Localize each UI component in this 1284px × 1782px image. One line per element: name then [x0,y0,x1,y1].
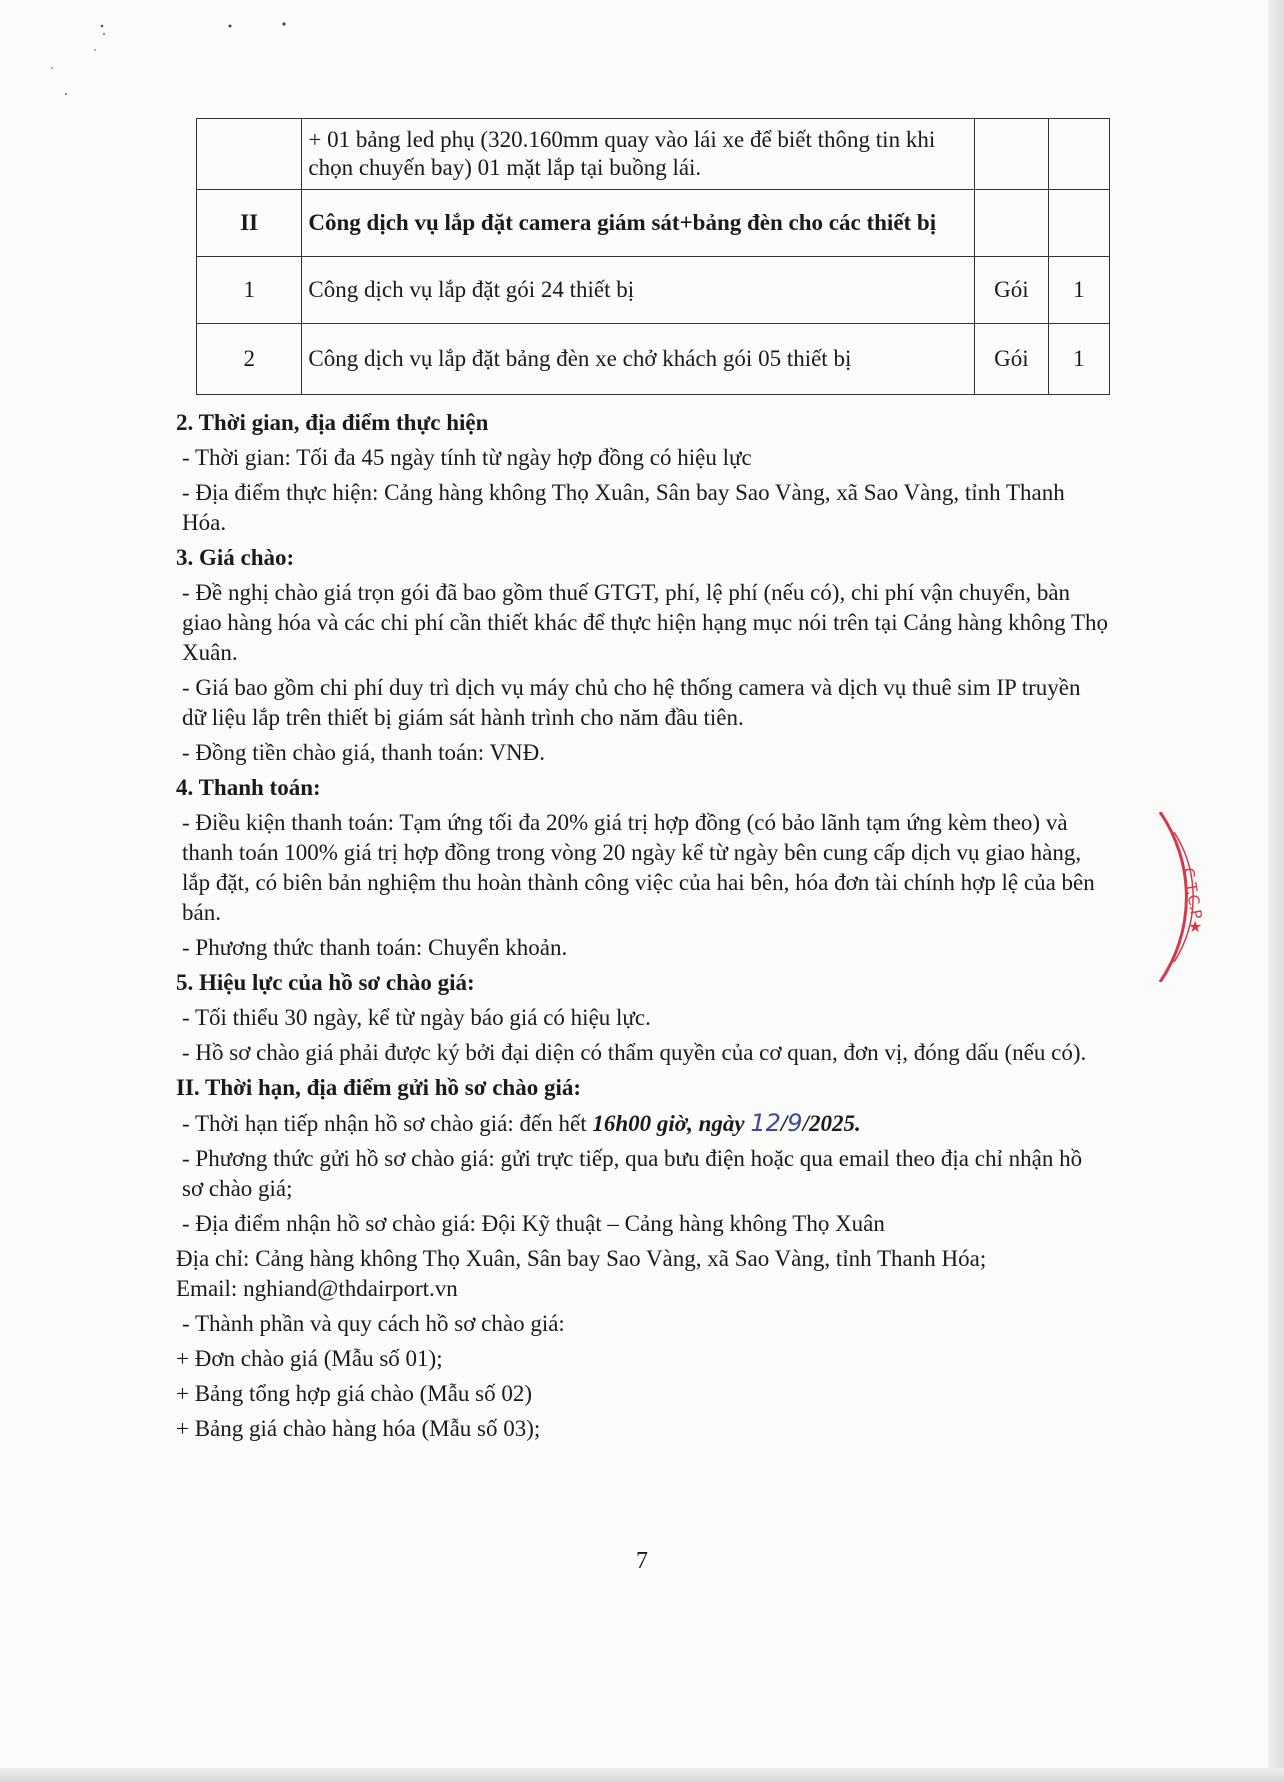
s4-p2: - Phương thức thanh toán: Chuyển khoản. [182,935,568,960]
svg-text:★: ★ [1188,917,1203,936]
cell-no: 2 [197,324,302,395]
cell-description: Công dịch vụ lắp đặt bảng đèn xe chở khách gói 05 thiết bị [302,324,975,395]
sii-form-1: + Đơn chào giá (Mẫu số 01); [176,1346,443,1371]
cell-unit [975,119,1049,190]
sii-components: - Thành phần và quy cách hồ sơ chào giá: [182,1311,565,1336]
deadline-day-handwritten: 12 [750,1109,781,1137]
section-2-heading: 2. Thời gian, địa điểm thực hiện [176,410,489,435]
cell-quantity [1048,190,1109,257]
cell-unit: Gói [975,257,1049,324]
sii-address: Địa chỉ: Cảng hàng không Thọ Xuân, Sân bay Sao Vàng, xã Sao Vàng, tỉnh Thanh Hóa; [176,1246,987,1271]
cell-no [197,119,302,190]
cell-no: 1 [197,257,302,324]
scan-specks [40,20,300,120]
red-seal-stamp [1152,812,1232,982]
table-row-section-ii [197,190,1110,257]
sii-deadline [176,1108,1108,1139]
s3-p1: - Đề nghị chào giá trọn gói đã bao gồm thuế GTGT, phí, lệ phí (nếu có), chi phí vận chuyển, bàn giao hàng hóa và các chi phí cần thiết khác để thực hiện hạng mục nói trên tại Cảng hàng không Thọ Xuân. [182,580,1109,665]
section-4-heading: 4. Thanh toán: [176,775,321,800]
document-body [176,408,1108,1449]
cell-description: Công dịch vụ lắp đặt gói 24 thiết bị [302,257,975,324]
cell-quantity [1048,119,1109,190]
scan-edge-right [1268,0,1284,1782]
sii-form-3: + Bảng giá chào hàng hóa (Mẫu số 03); [176,1416,541,1441]
deadline-time: 16h00 giờ, ngày [592,1111,745,1136]
cell-description: + 01 bảng led phụ (320.160mm quay vào lái xe để biết thông tin khi chọn chuyến bay) 01 mặt lắp tại buồng lái. [302,119,975,190]
s2-time: - Thời gian: Tối đa 45 ngày tính từ ngày hợp đồng có hiệu lực [182,445,752,470]
sii-form-2: + Bảng tổng hợp giá chào (Mẫu số 02) [176,1381,533,1406]
sii-method: - Phương thức gửi hồ sơ chào giá: gửi trực tiếp, qua bưu điện hoặc qua email theo địa chỉ nhận hồ sơ chào giá; [182,1146,1083,1201]
table-row [197,257,1110,324]
cell-unit [975,190,1049,257]
sii-location: - Địa điểm nhận hồ sơ chào giá: Đội Kỹ thuật – Cảng hàng không Thọ Xuân [182,1211,885,1236]
sii-email: Email: nghiand@thdairport.vn [176,1276,458,1301]
s2-place: - Địa điểm thực hiện: Cảng hàng không Thọ Xuân, Sân bay Sao Vàng, xã Sao Vàng, tỉnh Thanh Hóa. [182,480,1065,535]
deadline-year: /2025. [802,1111,861,1136]
s3-p3: - Đồng tiền chào giá, thanh toán: VNĐ. [182,740,546,765]
page-number: 7 [636,1548,648,1574]
s5-p2: - Hồ sơ chào giá phải được ký bởi đại diện có thẩm quyền của cơ quan, đơn vị, đóng dấu (nếu có). [182,1040,1087,1065]
deadline-prefix: - Thời hạn tiếp nhận hồ sơ chào giá: đến hết [182,1111,587,1136]
deadline-month-handwritten: 9 [787,1109,803,1137]
cell-quantity: 1 [1048,324,1109,395]
table-row [197,119,1110,190]
s3-p2: - Giá bao gồm chi phí duy trì dịch vụ máy chủ cho hệ thống camera và dịch vụ thuê sim IP truyền dữ liệu lắp trên thiết bị giám sát hành trình cho năm đầu tiên. [182,675,1081,730]
s4-p1: - Điều kiện thanh toán: Tạm ứng tối đa 20% giá trị hợp đồng (có bảo lãnh tạm ứng kèm theo) và thanh toán 100% giá trị hợp đồng trong vòng 20 ngày kể từ ngày bên cung cấp dịch vụ giao hàng, lắp đặt, có biên bản nghiệm thu hoàn thành công việc của hai bên, hóa đơn tài chính hợp lệ của bên bán. [182,810,1095,925]
scan-edge-bottom [0,1768,1284,1782]
items-table [196,118,1110,395]
section-3-heading: 3. Giá chào: [176,545,295,570]
cell-quantity: 1 [1048,257,1109,324]
cell-unit: Gói [975,324,1049,395]
svg-text:.C.T.C.P: .C.T.C.P [1178,861,1206,921]
deadline-separator: / [780,1111,788,1136]
table-row [197,324,1110,395]
section-ii-heading: II. Thời hạn, địa điểm gửi hồ sơ chào giá: [176,1075,582,1100]
section-5-heading: 5. Hiệu lực của hồ sơ chào giá: [176,970,475,995]
cell-description: Công dịch vụ lắp đặt camera giám sát+bảng đèn cho các thiết bị [302,190,975,257]
s5-p1: - Tối thiểu 30 ngày, kể từ ngày báo giá có hiệu lực. [182,1005,651,1030]
cell-no: II [197,190,302,257]
